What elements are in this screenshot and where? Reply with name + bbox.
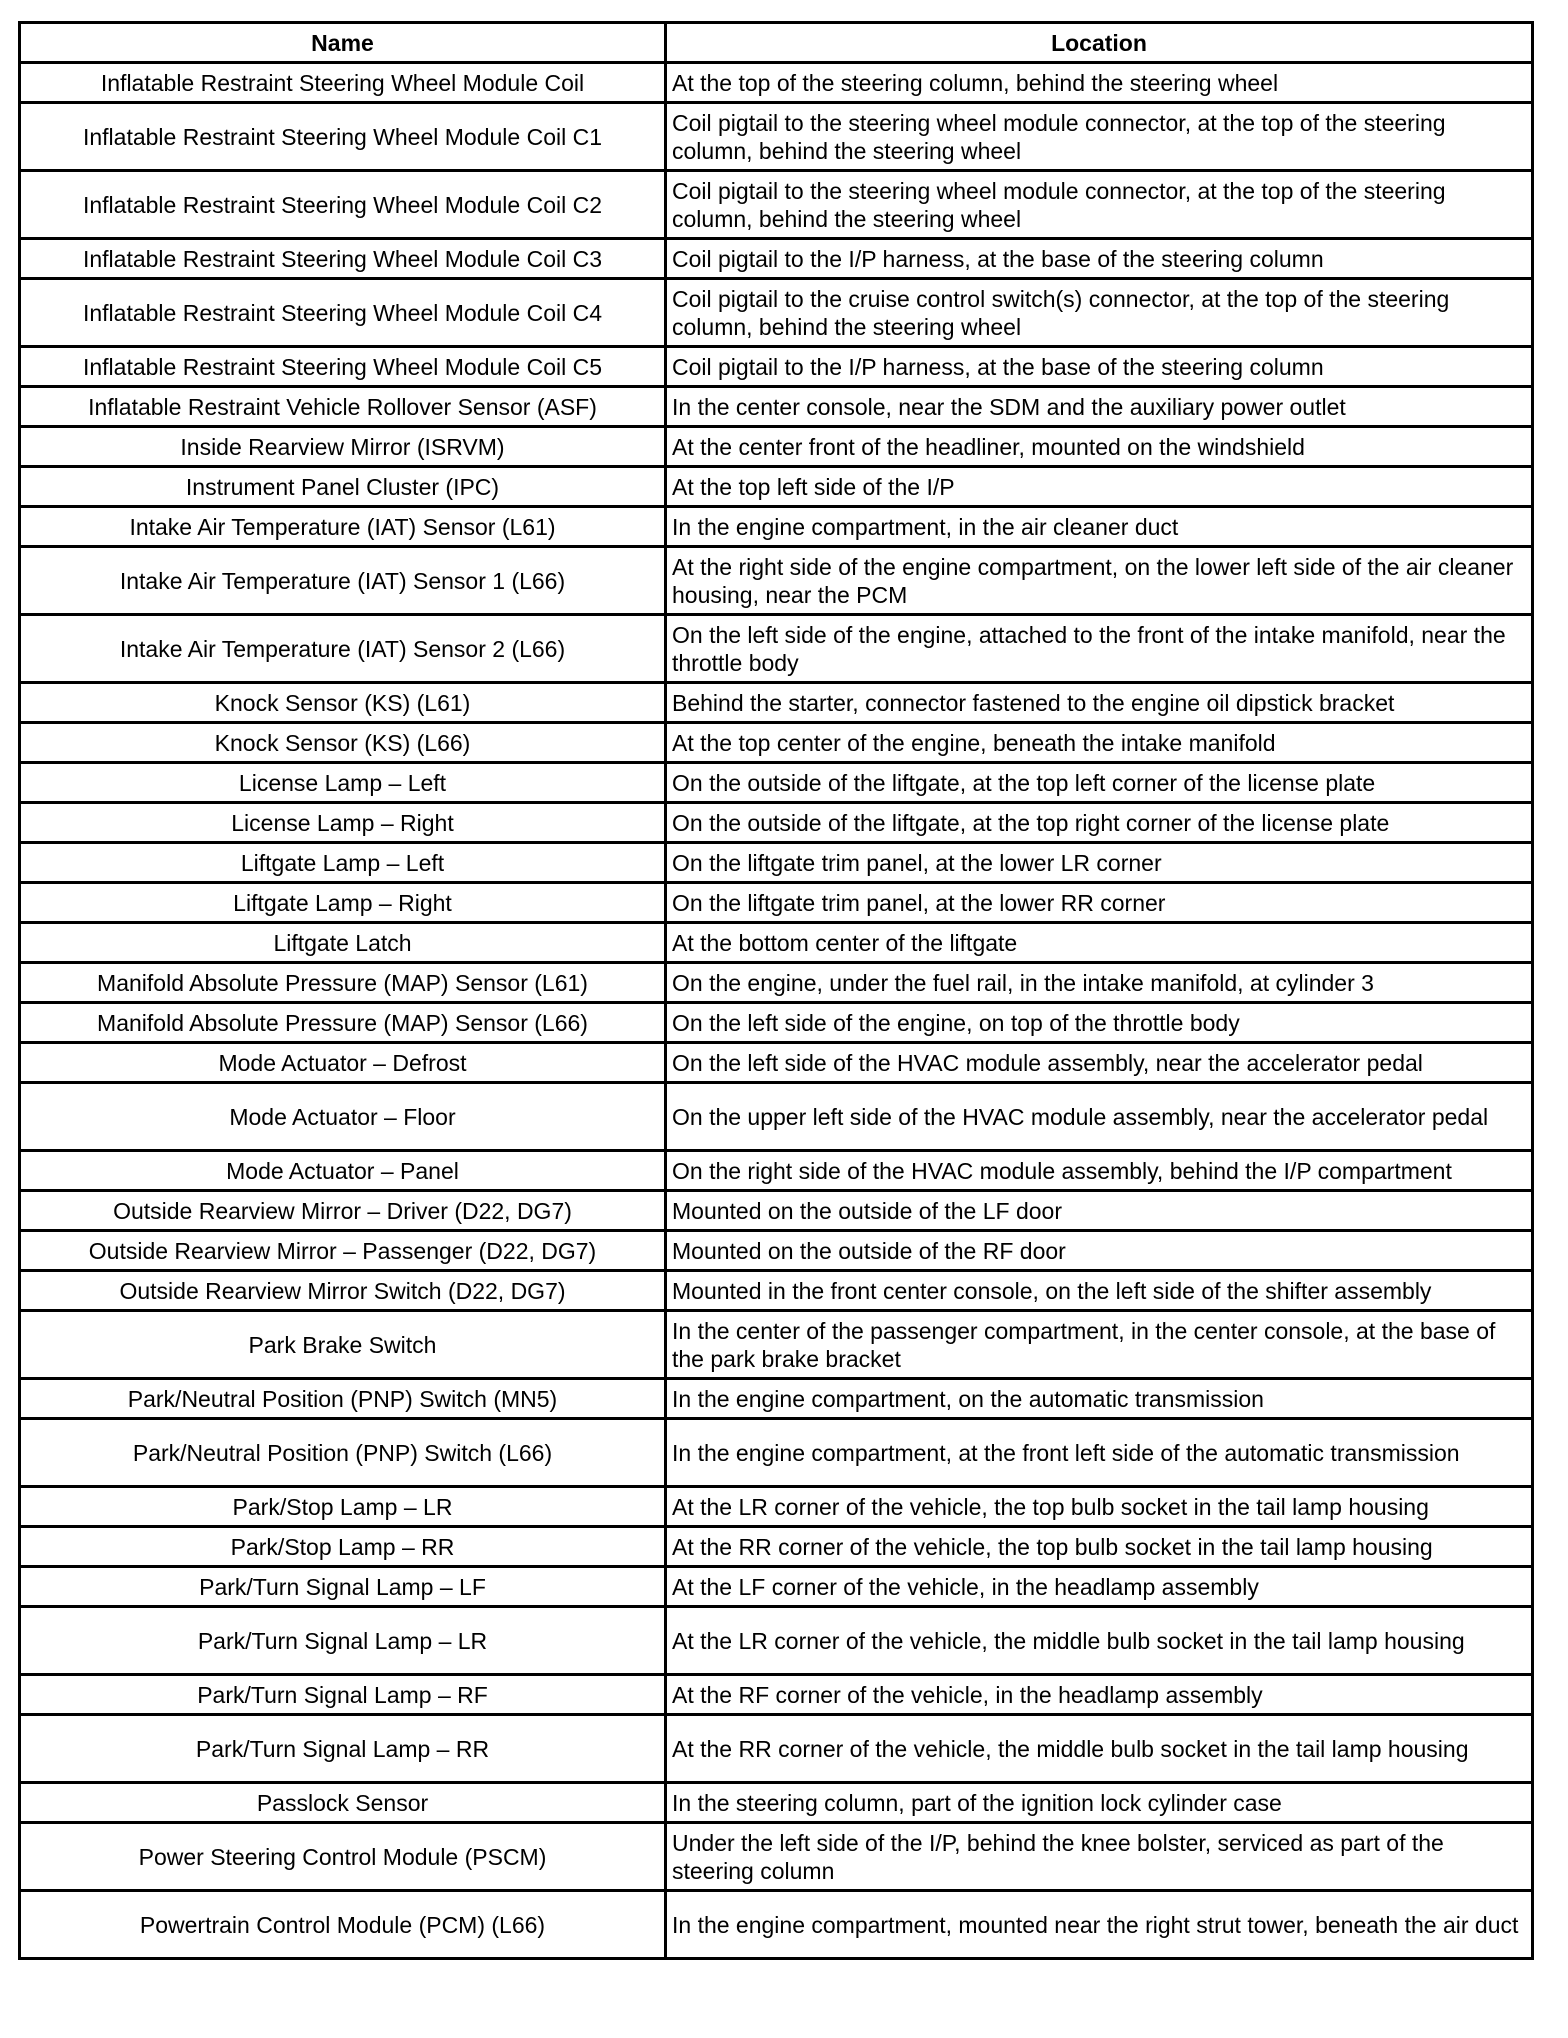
table-row: [20, 1191, 1533, 1231]
component-name: Park/Stop Lamp – LR: [20, 1487, 666, 1527]
component-name: Manifold Absolute Pressure (MAP) Sensor (L66): [20, 1003, 666, 1043]
component-name: Intake Air Temperature (IAT) Sensor 2 (L66): [20, 615, 666, 683]
component-location: In the center console, near the SDM and the auxiliary power outlet: [666, 387, 1533, 427]
table-row: [20, 1607, 1533, 1675]
component-location: Behind the starter, connector fastened to the engine oil dipstick bracket: [666, 683, 1533, 723]
table-row: [20, 1527, 1533, 1567]
component-location: On the outside of the liftgate, at the top left corner of the license plate: [666, 763, 1533, 803]
component-name: Inflatable Restraint Vehicle Rollover Sensor (ASF): [20, 387, 666, 427]
component-location: In the steering column, part of the ignition lock cylinder case: [666, 1783, 1533, 1823]
component-name: Park/Neutral Position (PNP) Switch (L66): [20, 1419, 666, 1487]
component-name: Mode Actuator – Floor: [20, 1083, 666, 1151]
table-row: [20, 63, 1533, 103]
table-row: [20, 1823, 1533, 1891]
component-name: Inflatable Restraint Steering Wheel Module Coil C3: [20, 239, 666, 279]
table-row: [20, 763, 1533, 803]
component-location: On the upper left side of the HVAC module assembly, near the accelerator pedal: [666, 1083, 1533, 1151]
component-location: On the engine, under the fuel rail, in the intake manifold, at cylinder 3: [666, 963, 1533, 1003]
component-name: Knock Sensor (KS) (L61): [20, 683, 666, 723]
table-row: [20, 1891, 1533, 1959]
table-row: [20, 387, 1533, 427]
component-name: Passlock Sensor: [20, 1783, 666, 1823]
component-location: Mounted on the outside of the RF door: [666, 1231, 1533, 1271]
component-name: Inflatable Restraint Steering Wheel Module Coil C2: [20, 171, 666, 239]
table-row: [20, 723, 1533, 763]
table-row: [20, 1231, 1533, 1271]
table-row: [20, 507, 1533, 547]
component-location: At the right side of the engine compartment, on the lower left side of the air cleaner housing, near the PCM: [666, 547, 1533, 615]
table-row: [20, 1379, 1533, 1419]
table-row: [20, 963, 1533, 1003]
component-name: Park/Turn Signal Lamp – LR: [20, 1607, 666, 1675]
table-row: [20, 1151, 1533, 1191]
component-location: At the bottom center of the liftgate: [666, 923, 1533, 963]
table-row: [20, 103, 1533, 171]
table-row: [20, 883, 1533, 923]
table-row: [20, 1487, 1533, 1527]
table-row: [20, 347, 1533, 387]
component-location: Coil pigtail to the steering wheel module connector, at the top of the steering column, behind the steering wheel: [666, 103, 1533, 171]
component-name: Power Steering Control Module (PSCM): [20, 1823, 666, 1891]
location-column-header: Location: [666, 23, 1533, 63]
component-location: At the RF corner of the vehicle, in the headlamp assembly: [666, 1675, 1533, 1715]
component-location: On the left side of the engine, on top of the throttle body: [666, 1003, 1533, 1043]
table-row: [20, 547, 1533, 615]
component-location: On the liftgate trim panel, at the lower RR corner: [666, 883, 1533, 923]
component-location: At the top of the steering column, behind the steering wheel: [666, 63, 1533, 103]
header-row: [20, 23, 1533, 63]
component-name: License Lamp – Left: [20, 763, 666, 803]
component-location: On the liftgate trim panel, at the lower LR corner: [666, 843, 1533, 883]
component-name: Liftgate Lamp – Right: [20, 883, 666, 923]
component-name: Intake Air Temperature (IAT) Sensor (L61): [20, 507, 666, 547]
component-location: In the engine compartment, mounted near the right strut tower, beneath the air duct: [666, 1891, 1533, 1959]
component-location: On the left side of the engine, attached to the front of the intake manifold, near the throttle body: [666, 615, 1533, 683]
component-name: Inflatable Restraint Steering Wheel Module Coil C1: [20, 103, 666, 171]
name-column-header: Name: [20, 23, 666, 63]
component-name: Outside Rearview Mirror – Driver (D22, DG7): [20, 1191, 666, 1231]
table-row: [20, 239, 1533, 279]
component-name: Park/Neutral Position (PNP) Switch (MN5): [20, 1379, 666, 1419]
component-location: Coil pigtail to the cruise control switch(s) connector, at the top of the steering column, behind the steering wheel: [666, 279, 1533, 347]
table-row: [20, 171, 1533, 239]
component-name: Mode Actuator – Panel: [20, 1151, 666, 1191]
table-row: [20, 843, 1533, 883]
component-name: Outside Rearview Mirror Switch (D22, DG7): [20, 1271, 666, 1311]
component-name: Mode Actuator – Defrost: [20, 1043, 666, 1083]
component-name: Park Brake Switch: [20, 1311, 666, 1379]
component-location: Coil pigtail to the steering wheel module connector, at the top of the steering column, behind the steering wheel: [666, 171, 1533, 239]
component-locator-table: [18, 21, 1534, 1960]
component-location: At the RR corner of the vehicle, the top bulb socket in the tail lamp housing: [666, 1527, 1533, 1567]
component-location: In the engine compartment, on the automatic transmission: [666, 1379, 1533, 1419]
table-row: [20, 1419, 1533, 1487]
component-location: At the top center of the engine, beneath the intake manifold: [666, 723, 1533, 763]
table-row: [20, 683, 1533, 723]
component-name: Park/Turn Signal Lamp – LF: [20, 1567, 666, 1607]
component-name: License Lamp – Right: [20, 803, 666, 843]
table-row: [20, 1271, 1533, 1311]
component-name: Instrument Panel Cluster (IPC): [20, 467, 666, 507]
component-location: Mounted in the front center console, on the left side of the shifter assembly: [666, 1271, 1533, 1311]
component-location: In the engine compartment, at the front left side of the automatic transmission: [666, 1419, 1533, 1487]
table-row: [20, 1003, 1533, 1043]
component-location: At the LR corner of the vehicle, the middle bulb socket in the tail lamp housing: [666, 1607, 1533, 1675]
component-name: Outside Rearview Mirror – Passenger (D22, DG7): [20, 1231, 666, 1271]
component-location: At the top left side of the I/P: [666, 467, 1533, 507]
component-name: Manifold Absolute Pressure (MAP) Sensor (L61): [20, 963, 666, 1003]
table-row: [20, 1043, 1533, 1083]
component-location: On the left side of the HVAC module assembly, near the accelerator pedal: [666, 1043, 1533, 1083]
component-name: Liftgate Lamp – Left: [20, 843, 666, 883]
table-row: [20, 803, 1533, 843]
table-row: [20, 427, 1533, 467]
table-row: [20, 467, 1533, 507]
table-row: [20, 615, 1533, 683]
table-row: [20, 1783, 1533, 1823]
component-location: At the LR corner of the vehicle, the top bulb socket in the tail lamp housing: [666, 1487, 1533, 1527]
component-name: Inflatable Restraint Steering Wheel Module Coil C4: [20, 279, 666, 347]
component-name: Powertrain Control Module (PCM) (L66): [20, 1891, 666, 1959]
table-row: [20, 1715, 1533, 1783]
component-name: Inside Rearview Mirror (ISRVM): [20, 427, 666, 467]
table-row: [20, 1567, 1533, 1607]
component-location: Mounted on the outside of the LF door: [666, 1191, 1533, 1231]
table-row: [20, 1311, 1533, 1379]
component-name: Park/Turn Signal Lamp – RR: [20, 1715, 666, 1783]
component-name: Knock Sensor (KS) (L66): [20, 723, 666, 763]
component-location: In the center of the passenger compartment, in the center console, at the base of the park brake bracket: [666, 1311, 1533, 1379]
table-row: [20, 279, 1533, 347]
component-location: On the outside of the liftgate, at the top right corner of the license plate: [666, 803, 1533, 843]
table-row: [20, 1675, 1533, 1715]
component-location: In the engine compartment, in the air cleaner duct: [666, 507, 1533, 547]
table-row: [20, 1083, 1533, 1151]
component-location: At the LF corner of the vehicle, in the headlamp assembly: [666, 1567, 1533, 1607]
component-name: Intake Air Temperature (IAT) Sensor 1 (L66): [20, 547, 666, 615]
component-name: Inflatable Restraint Steering Wheel Module Coil: [20, 63, 666, 103]
component-name: Park/Turn Signal Lamp – RF: [20, 1675, 666, 1715]
component-location: Coil pigtail to the I/P harness, at the base of the steering column: [666, 239, 1533, 279]
component-location: At the center front of the headliner, mounted on the windshield: [666, 427, 1533, 467]
component-name: Park/Stop Lamp – RR: [20, 1527, 666, 1567]
component-location: At the RR corner of the vehicle, the middle bulb socket in the tail lamp housing: [666, 1715, 1533, 1783]
component-name: Liftgate Latch: [20, 923, 666, 963]
component-location: Coil pigtail to the I/P harness, at the base of the steering column: [666, 347, 1533, 387]
table-row: [20, 923, 1533, 963]
component-location: Under the left side of the I/P, behind the knee bolster, serviced as part of the steering column: [666, 1823, 1533, 1891]
component-name: Inflatable Restraint Steering Wheel Module Coil C5: [20, 347, 666, 387]
component-location: On the right side of the HVAC module assembly, behind the I/P compartment: [666, 1151, 1533, 1191]
